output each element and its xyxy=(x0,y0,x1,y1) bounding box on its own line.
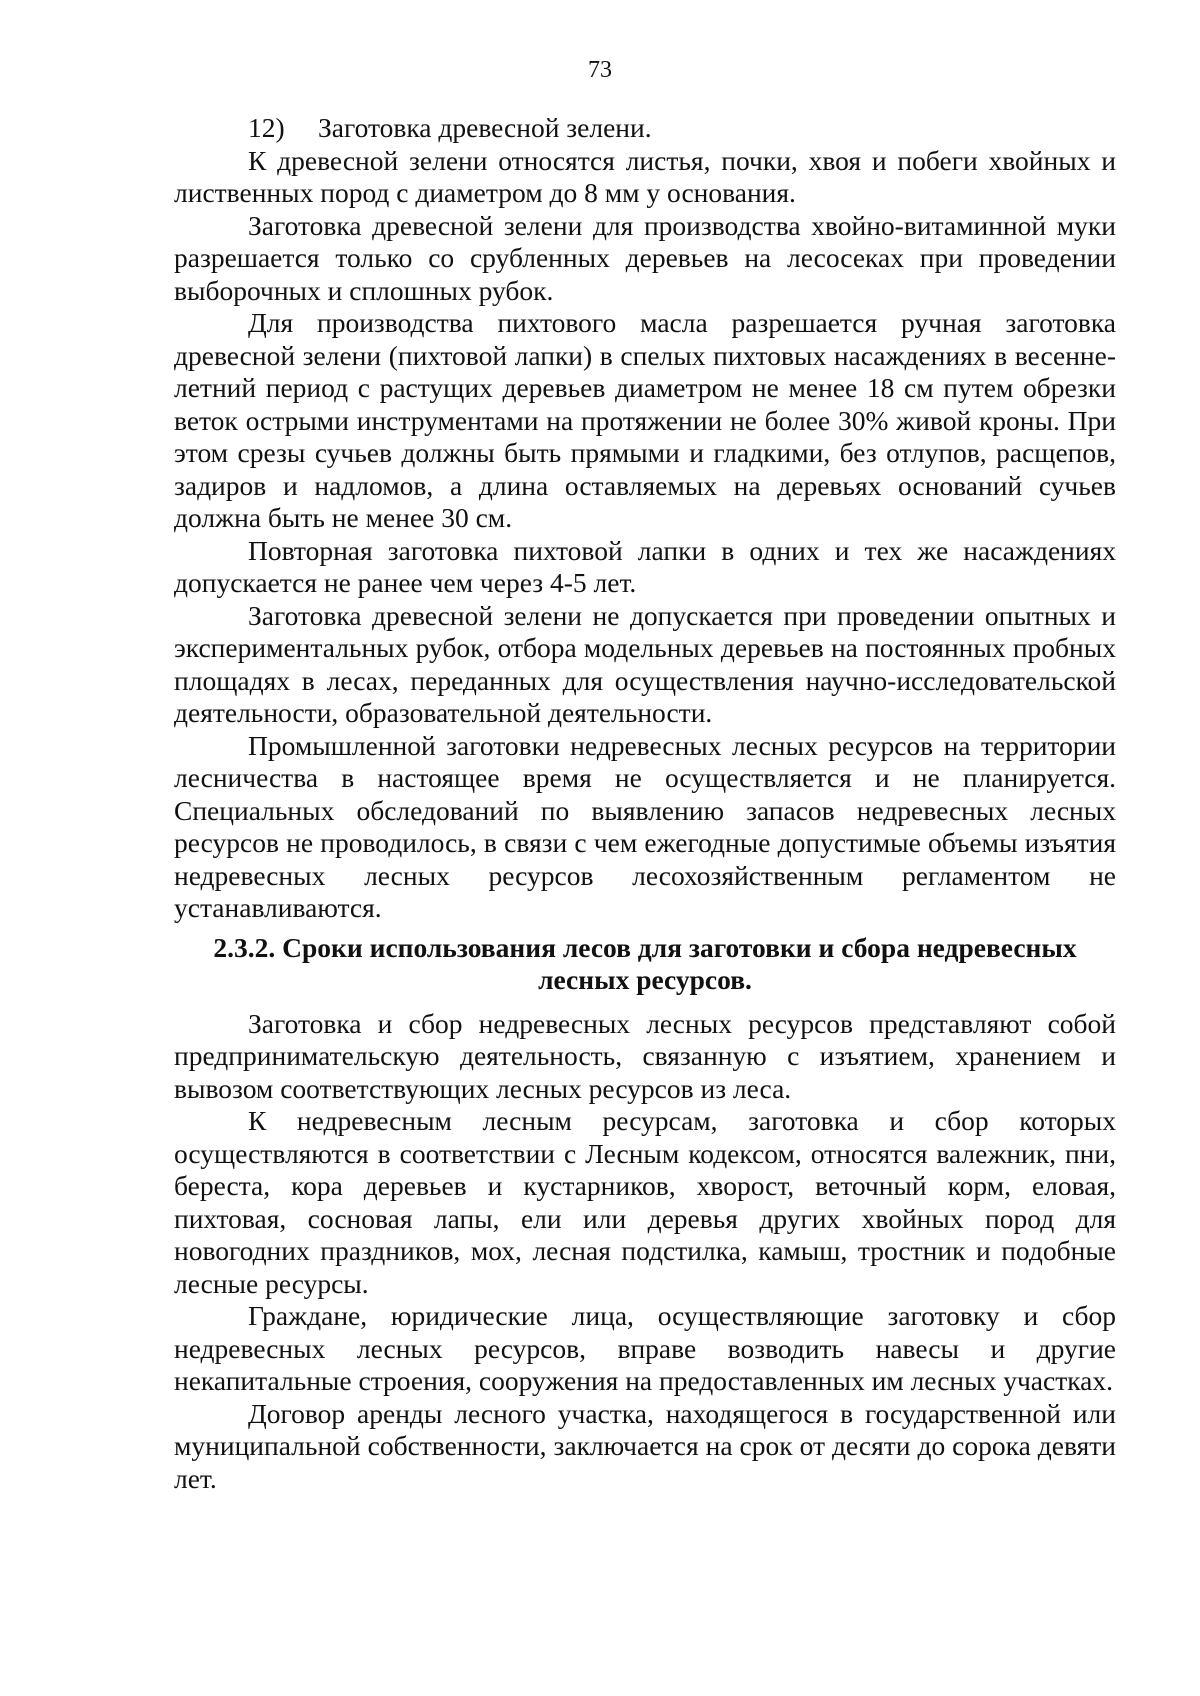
paragraph: Заготовка древесной зелени не допускается при проведении опытных и экспериментальных рубок, отбора модельных деревьев на постоянных пробных площадях в лесах, переданных для осуществления научно-исследовательской деятельности, образовательной деятельности. xyxy=(174,599,1116,728)
paragraph: Для производства пихтового масла разрешается ручная заготовка древесной зелени (пихтовой лапки) в спелых пихтовых насаждениях в весенне-летний период с растущих деревьев диаметром не менее 18 см путем обрезки веток острыми инструментами на протяжении не более 30% живой кроны. При этом срезы сучьев должны быть прямыми и гладкими, без отлупов, расщепов, задиров и надломов, а длина оставляемых на деревьях оснований сучьев должна быть не менее 30 см. xyxy=(174,307,1116,533)
paragraph: Граждане, юридические лица, осуществляющие заготовку и сбор недревесных лесных ресурсов, вправе возводить навесы и другие некапитальные строения, сооружения на предоставленных им лесных участках. xyxy=(174,1300,1116,1396)
paragraph: К древесной зелени относятся листья, почки, хвоя и побеги хвойных и лиственных пород с диаметром до 8 мм у основания. xyxy=(174,144,1116,208)
paragraph: Повторная заготовка пихтовой лапки в одних и тех же насаждениях допускается не ранее чем через 4-5 лет. xyxy=(174,534,1116,598)
list-item-number: 12) xyxy=(248,112,285,143)
list-item-title: Заготовка древесной зелени. xyxy=(318,112,652,143)
document-body xyxy=(174,112,1116,1495)
paragraph: К недревесным лесным ресурсам, заготовка и сбор которых осуществляются в соответствии с Лесным кодексом, относятся валежник, пни, береста, кора деревьев и кустарников, хворост, веточный корм, еловая, пихтовая, сосновая лапы, ели или деревья других хвойных пород для новогодних праздников, мох, лесная подстилка, камыш, тростник и подобные лесные ресурсы. xyxy=(174,1105,1116,1299)
paragraph: Промышленной заготовки недревесных лесных ресурсов на территории лесничества в настоящее время не осуществляется и не планируется. Специальных обследований по выявлению запасов недревесных лесных ресурсов не проводилось, в связи с чем ежегодные допустимые объемы изъятия недревесных лесных ресурсов лесохозяйственным регламентом не устанавливаются. xyxy=(174,729,1116,923)
page-number: 73 xyxy=(588,57,612,83)
paragraph: Заготовка и сбор недревесных лесных ресурсов представляют собой предпринимательскую деятельность, связанную с изъятием, хранением и вывозом соответствующих лесных ресурсов из леса. xyxy=(174,1007,1116,1104)
list-item-heading xyxy=(174,112,1116,145)
section-heading xyxy=(174,932,1116,997)
paragraph: Договор аренды лесного участка, находящегося в государственной или муниципальной собственности, заключается на срок от десяти до сорока девяти лет. xyxy=(174,1397,1116,1494)
section-heading-line-1: 2.3.2. Сроки использования лесов для заготовки и сбора недревесных xyxy=(213,931,1077,963)
paragraph: Заготовка древесной зелени для производства хвойно-витаминной муки разрешается только со срубленных деревьев на лесосеках при проведении выборочных и сплошных рубок. xyxy=(174,209,1116,306)
section-heading-line-2: лесных ресурсов. xyxy=(538,964,752,995)
